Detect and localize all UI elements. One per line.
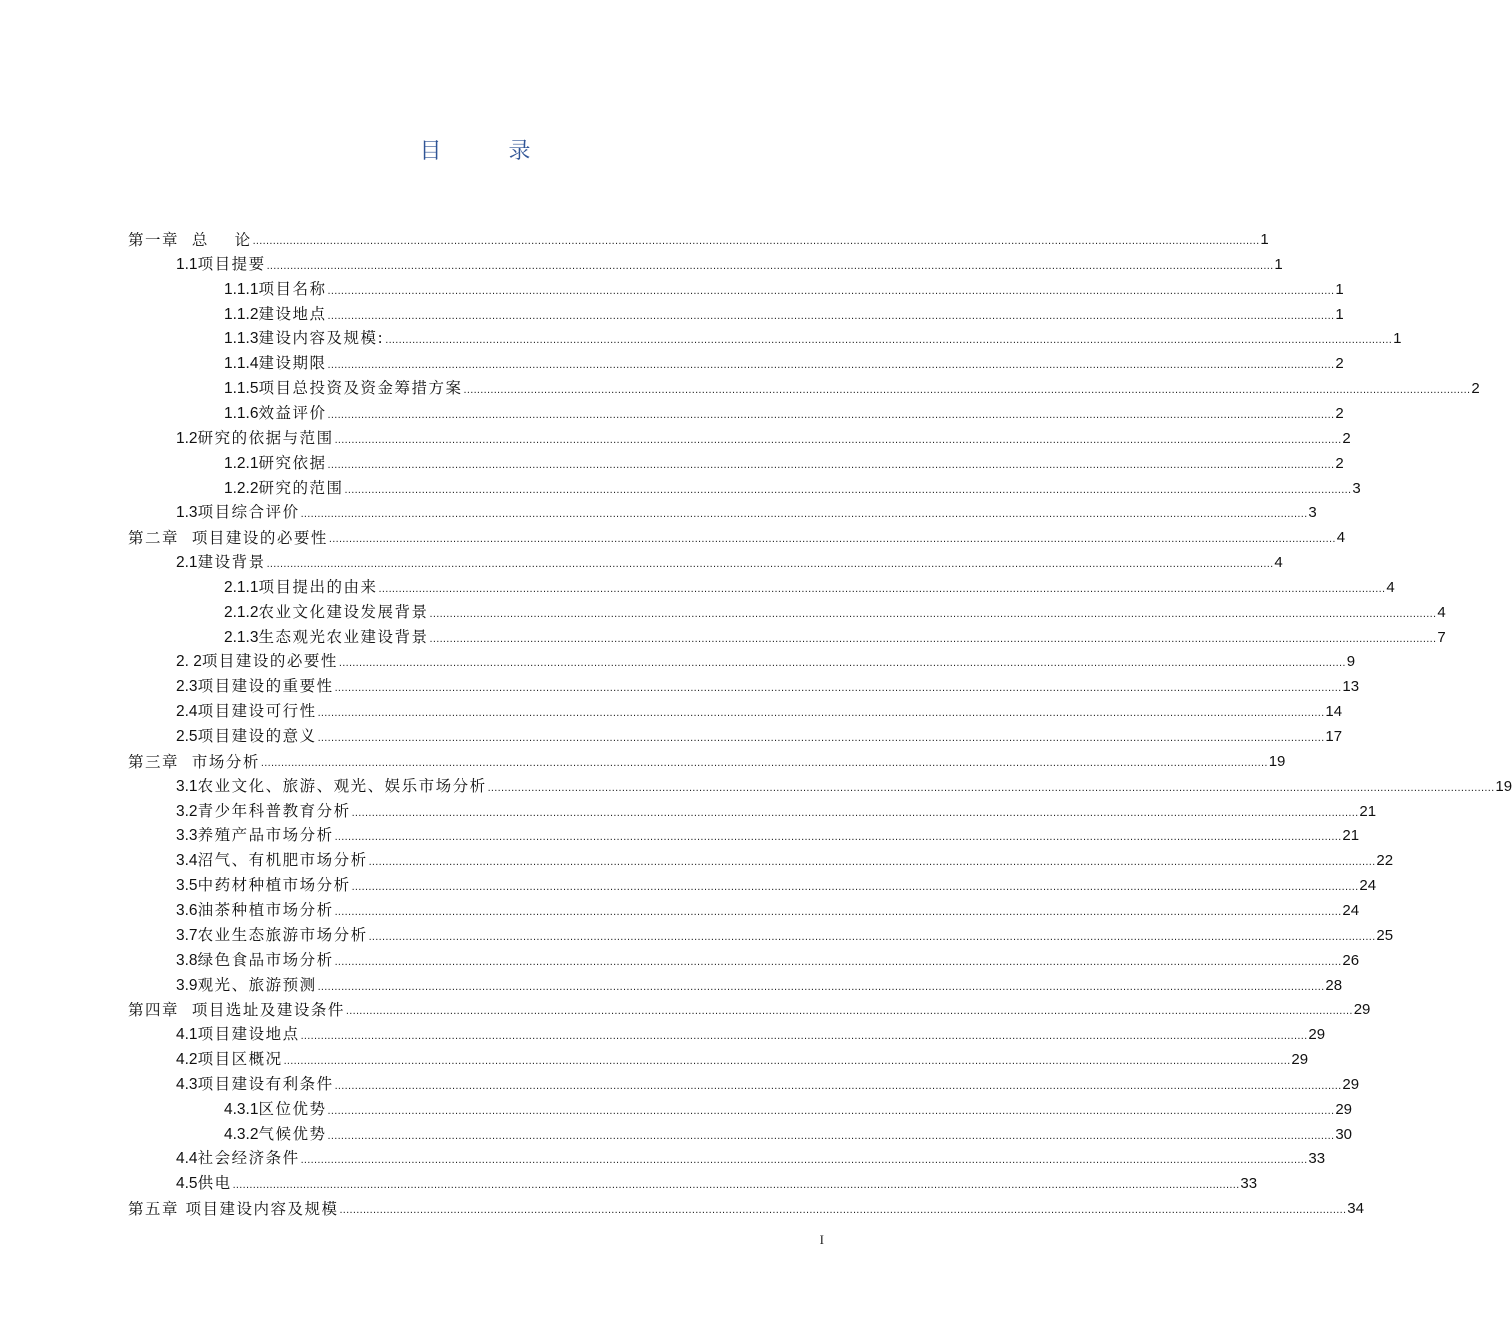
toc-entry-text: 研究的范围 <box>258 478 344 497</box>
toc-entry-label <box>128 752 260 772</box>
toc-entry-number: 4.2 <box>176 1051 198 1069</box>
toc-entry[interactable] <box>176 971 1343 996</box>
toc-dot-leader: ............................................................................................................................................................................................................................................................................................................ <box>385 334 1393 347</box>
toc-dot-leader: ............................................................................................................................................................................................................................................................................................................ <box>328 533 1336 546</box>
toc-entry-number: 3.7 <box>176 926 198 944</box>
toc-dot-leader: ............................................................................................................................................................................................................................................................................................................ <box>344 483 1352 496</box>
toc-dot-leader: ............................................................................................................................................................................................................................................................................................................ <box>368 930 1376 943</box>
toc-entry-label <box>128 1199 338 1219</box>
toc-entry[interactable] <box>176 821 1360 846</box>
toc-entry-page: 13 <box>1342 678 1360 696</box>
toc-entry-text: 建设期限 <box>258 354 327 373</box>
toc-entry[interactable] <box>224 300 1344 325</box>
toc-entry-label <box>224 403 327 424</box>
toc-dot-leader: ............................................................................................................................................................................................................................................................................................................ <box>300 1154 1308 1167</box>
toc-entry[interactable] <box>224 623 1446 648</box>
toc-entry-number: 1.1.3 <box>224 330 259 348</box>
toc-entry-text: 供电 <box>197 1174 232 1193</box>
toc-entry-number: 2.4 <box>176 703 198 721</box>
toc-entry-number: 1.2.2 <box>224 479 259 497</box>
toc-entry-page: 29 <box>1291 1051 1309 1069</box>
toc-entry-label <box>176 254 266 275</box>
toc-dot-leader: ............................................................................................................................................................................................................................................................................................................ <box>317 732 1325 744</box>
toc-entry-text: 项目提要 <box>197 254 266 273</box>
toc-entry-label <box>176 825 334 846</box>
toc-entry-label <box>224 353 327 374</box>
toc-entry-number: 1.1.4 <box>224 355 259 373</box>
toc-entry-page: 4 <box>1386 578 1395 596</box>
toc-entry-text: 油茶种植市场分析 <box>197 900 334 919</box>
toc-entry-number: 3.3 <box>176 827 198 845</box>
toc-entry-page: 21 <box>1359 802 1377 820</box>
toc-entry-number: 第一章 <box>128 231 180 249</box>
toc-entry-text: 总 论 <box>179 231 252 249</box>
toc-dot-leader: ............................................................................................................................................................................................................................................................................................................ <box>334 433 1342 446</box>
toc-entry-label <box>224 304 327 325</box>
toc-entry-number: 2.5 <box>176 728 198 745</box>
toc-entry[interactable] <box>176 498 1317 523</box>
toc-entry-label <box>224 577 378 598</box>
toc-entry-text: 项目综合评价 <box>197 503 300 522</box>
toc-entry[interactable] <box>224 324 1402 349</box>
toc-entry[interactable] <box>176 946 1360 971</box>
toc-entry-text: 青少年科普教育分析 <box>197 801 351 820</box>
toc-entry-label <box>224 1099 327 1120</box>
toc-entry-page: 25 <box>1376 926 1394 944</box>
toc-entry[interactable] <box>176 797 1377 822</box>
toc-entry-page: 4 <box>1437 603 1446 621</box>
toc-entry-page: 29 <box>1308 1026 1326 1044</box>
toc-entry-text: 项目建设的意义 <box>197 727 317 745</box>
toc-entry-page: 21 <box>1342 827 1360 845</box>
toc-entry-label <box>176 1049 283 1070</box>
toc-entry-text: 农业文化、旅游、观光、娱乐市场分析 <box>197 776 487 795</box>
toc-entry-label <box>176 1024 300 1045</box>
toc-entry[interactable] <box>176 424 1351 449</box>
toc-entry-number: 4.4 <box>176 1150 198 1168</box>
toc-entry[interactable] <box>128 747 1286 772</box>
toc-entry-number: 1.1.5 <box>224 380 259 398</box>
toc-entry-label <box>176 776 487 797</box>
toc-entry[interactable] <box>224 1095 1353 1120</box>
toc-entry-label <box>224 478 344 499</box>
toc-entry-number: 3.6 <box>176 901 198 919</box>
toc-entry-page: 19 <box>1268 752 1286 770</box>
toc-entry-text: 项目建设的必要性 <box>179 529 328 548</box>
toc-entry-label <box>176 428 334 449</box>
toc-entry-label <box>224 328 384 349</box>
toc-entry-page: 9 <box>1346 653 1356 671</box>
toc-entry[interactable] <box>176 1169 1258 1194</box>
toc-entry-label <box>128 1000 345 1020</box>
toc-entry-label <box>176 950 334 971</box>
toc-entry-text: 沼气、有机肥市场分析 <box>197 851 368 870</box>
toc-dot-leader: ............................................................................................................................................................................................................................................................................................................ <box>327 458 1335 471</box>
toc-entry-label <box>176 701 317 722</box>
toc-entry-number: 4.3 <box>176 1075 198 1093</box>
toc-dot-leader: ............................................................................................................................................................................................................................................................................................................ <box>327 284 1335 297</box>
toc-dot-leader: ............................................................................................................................................................................................................................................................................................................ <box>327 309 1335 322</box>
toc-entry[interactable] <box>224 349 1344 374</box>
toc-entry-number: 第二章 <box>128 529 180 548</box>
toc-entry-text: 项目提出的由来 <box>258 577 378 596</box>
toc-entry[interactable] <box>224 573 1395 598</box>
toc-dot-leader: ............................................................................................................................................................................................................................................................................................................ <box>327 1129 1335 1142</box>
toc-entry-text: 项目选址及建设条件 <box>179 1001 345 1020</box>
toc-entry-number: 1.1.2 <box>224 305 259 323</box>
toc-entry-page: 29 <box>1335 1100 1353 1118</box>
toc-dot-leader: ............................................................................................................................................................................................................................................................................................................ <box>266 558 1274 571</box>
toc-entry[interactable] <box>176 1045 1309 1070</box>
toc-entry-label <box>176 502 300 523</box>
toc-dot-leader: ............................................................................................................................................................................................................................................................................................................ <box>334 1079 1342 1092</box>
toc-dot-leader: ............................................................................................................................................................................................................................................................................................................ <box>317 707 1325 720</box>
toc-entry-page: 26 <box>1342 951 1360 969</box>
toc-entry-number: 3.9 <box>176 976 198 994</box>
toc-entry[interactable] <box>176 1020 1326 1045</box>
toc-dot-leader: ............................................................................................................................................................................................................................................................................................................ <box>327 359 1335 372</box>
toc-dot-leader: ............................................................................................................................................................................................................................................................................................................ <box>345 1005 1353 1018</box>
toc-entry-page: 4 <box>1274 554 1283 572</box>
toc-dot-leader: ............................................................................................................................................................................................................................................................................................................ <box>283 1055 1291 1068</box>
toc-entry-number: 2. 2 <box>176 653 202 671</box>
toc-entry-page: 33 <box>1240 1175 1258 1193</box>
toc-entry-number: 2.1.2 <box>224 603 259 621</box>
footer-page-number: I <box>819 1232 824 1247</box>
toc-entry-label <box>224 279 327 300</box>
toc-entry-text: 项目建设内容及规模 <box>179 1200 339 1219</box>
toc-entry-text: 区位优势 <box>258 1099 327 1118</box>
toc-entry[interactable] <box>224 399 1344 424</box>
toc-entry[interactable] <box>224 474 1361 499</box>
toc-entry-text: 项目建设有利条件 <box>197 1074 334 1093</box>
toc-dot-leader: ............................................................................................................................................................................................................................................................................................................ <box>334 831 1342 844</box>
page-title: 目 录 <box>419 139 561 164</box>
toc-dot-leader: ............................................................................................................................................................................................................................................................................................................ <box>260 756 1268 769</box>
toc-dot-leader: ............................................................................................................................................................................................................................................................................................................ <box>232 1179 1240 1192</box>
toc-entry-label <box>224 378 463 399</box>
toc-entry-text: 项目区概况 <box>197 1050 283 1069</box>
toc-entry-number: 3.5 <box>176 877 198 895</box>
toc-entry-page: 17 <box>1325 728 1343 745</box>
toc-entry[interactable] <box>224 275 1344 300</box>
toc-entry-label <box>224 627 429 648</box>
toc-entry-text: 研究依据 <box>258 453 327 472</box>
toc-entry-page: 14 <box>1325 703 1343 721</box>
toc-dot-leader: ............................................................................................................................................................................................................................................................................................................ <box>339 1204 1347 1217</box>
toc-entry-label <box>176 651 338 672</box>
toc-entry-page: 7 <box>1437 628 1446 646</box>
toc-dot-leader: ............................................................................................................................................................................................................................................................................................................ <box>334 905 1342 918</box>
toc-entry-number: 第五章 <box>128 1200 180 1219</box>
toc-entry-number: 2.3 <box>176 678 198 696</box>
toc-entry-label <box>224 602 429 623</box>
toc-entry[interactable] <box>128 1194 1364 1219</box>
toc-entry-text: 建设地点 <box>258 304 327 323</box>
toc-entry-page: 29 <box>1342 1075 1360 1093</box>
toc-entry-number: 1.1.6 <box>224 404 259 422</box>
toc-entry[interactable] <box>128 523 1346 548</box>
toc-entry[interactable] <box>176 672 1360 697</box>
toc-entry-page: 34 <box>1347 1200 1364 1218</box>
toc-entry-text: 研究的依据与范围 <box>197 428 334 447</box>
toc-entry[interactable] <box>176 871 1377 896</box>
toc-entry-page: 2 <box>1471 380 1480 398</box>
toc-entry[interactable] <box>224 449 1344 474</box>
toc-entry-text: 项目建设地点 <box>197 1025 300 1044</box>
toc-entry-page: 24 <box>1342 901 1360 919</box>
toc-entry-number: 2.1.1 <box>224 578 259 596</box>
toc-dot-leader: ............................................................................................................................................................................................................................................................................................................ <box>317 980 1325 993</box>
toc-entry-number: 1.3 <box>176 504 198 522</box>
toc-entry-page: 2 <box>1342 429 1351 447</box>
toc-dot-leader: ............................................................................................................................................................................................................................................................................................................ <box>334 955 1342 968</box>
toc-entry-label <box>176 726 317 747</box>
toc-dot-leader: ............................................................................................................................................................................................................................................................................................................ <box>327 1104 1335 1117</box>
toc-entry-number: 第三章 <box>128 752 180 771</box>
toc-entry-number: 1.1 <box>176 255 198 273</box>
toc-entry-label <box>176 975 317 996</box>
toc-entry-label <box>176 801 351 822</box>
toc-entry-page: 2 <box>1335 404 1344 422</box>
toc-entry-page: 28 <box>1325 976 1343 994</box>
toc-entry-page: 1 <box>1335 305 1344 323</box>
toc-entry-text: 建设内容及规模: <box>258 329 385 348</box>
toc-entry-page: 1 <box>1393 330 1402 348</box>
toc-dot-leader: ............................................................................................................................................................................................................................................................................................................ <box>351 806 1359 819</box>
toc-dot-leader: ............................................................................................................................................................................................................................................................................................................ <box>334 682 1342 695</box>
toc-entry-text: 绿色食品市场分析 <box>197 950 334 969</box>
toc-entry-page: 29 <box>1353 1001 1371 1019</box>
toc-dot-leader: ............................................................................................................................................................................................................................................................................................................ <box>351 881 1359 894</box>
toc-dot-leader: ............................................................................................................................................................................................................................................................................................................ <box>300 508 1308 521</box>
toc-entry-text: 生态观光农业建设背景 <box>258 627 429 646</box>
toc-entry[interactable] <box>176 722 1343 747</box>
toc-entry-label <box>176 1148 300 1169</box>
toc-entry-label <box>224 1124 327 1145</box>
toc-entry-label <box>176 850 368 871</box>
toc-entry-page: 3 <box>1352 479 1361 497</box>
toc-entry-text: 项目建设的必要性 <box>201 652 338 671</box>
toc-entry-page: 24 <box>1359 877 1377 895</box>
toc-entry-label <box>176 1173 232 1194</box>
toc-entry-page: 3 <box>1308 504 1317 522</box>
toc-entry-number: 4.3.1 <box>224 1100 259 1118</box>
toc-entry-page: 1 <box>1335 280 1344 298</box>
toc-dot-leader: ............................................................................................................................................................................................................................................................................................................ <box>338 657 1346 670</box>
toc-entry-text: 市场分析 <box>179 752 260 771</box>
toc-dot-leader: ............................................................................................................................................................................................................................................................................................................ <box>252 235 1260 247</box>
toc-entry[interactable] <box>224 598 1446 623</box>
toc-entry-label <box>176 900 334 921</box>
toc-entry-number: 3.2 <box>176 802 198 820</box>
toc-dot-leader: ............................................................................................................................................................................................................................................................................................................ <box>368 856 1376 869</box>
toc-entry-number: 3.1 <box>176 777 198 795</box>
toc-entry-page: 30 <box>1335 1125 1353 1143</box>
toc-entry[interactable] <box>176 772 1512 797</box>
toc-entry-number: 4.5 <box>176 1175 198 1193</box>
toc-entry-text: 社会经济条件 <box>197 1149 300 1168</box>
toc-entry-label <box>176 676 334 697</box>
toc-entry-label <box>128 230 252 250</box>
toc-entry-text: 农业文化建设发展背景 <box>258 602 429 621</box>
toc-entry-label <box>176 875 351 896</box>
toc-entry[interactable] <box>176 548 1283 573</box>
toc-entry[interactable] <box>128 225 1269 250</box>
toc-entry-text: 养殖产品市场分析 <box>197 826 334 845</box>
toc-entry[interactable] <box>176 250 1283 275</box>
toc-entry-page: 1 <box>1274 255 1283 273</box>
toc-entry-text: 效益评价 <box>258 403 327 422</box>
toc-entry-page: 2 <box>1335 355 1344 373</box>
toc-entry[interactable] <box>176 896 1360 921</box>
toc-entry[interactable] <box>176 697 1343 722</box>
toc-dot-leader: ............................................................................................................................................................................................................................................................................................................ <box>300 1030 1308 1043</box>
toc-entry-number: 第四章 <box>128 1001 180 1020</box>
toc-entry[interactable] <box>176 1070 1360 1095</box>
toc-entry[interactable] <box>224 374 1480 399</box>
toc-entry-page: 1 <box>1260 231 1269 248</box>
toc-entry-number: 2.1.3 <box>224 628 259 646</box>
toc-entry-label <box>224 453 327 474</box>
toc-dot-leader: ............................................................................................................................................................................................................................................................................................................ <box>266 259 1274 272</box>
toc-entry-label <box>176 925 368 946</box>
toc-entry[interactable] <box>176 921 1394 946</box>
toc-entry-text: 气候优势 <box>258 1124 327 1143</box>
toc-entry-page: 19 <box>1495 777 1512 795</box>
toc-dot-leader: ............................................................................................................................................................................................................................................................................................................ <box>429 607 1437 620</box>
toc-entry-number: 1.2.1 <box>224 454 259 472</box>
toc-dot-leader: ............................................................................................................................................................................................................................................................................................................ <box>463 384 1471 397</box>
toc-entry-text: 项目建设可行性 <box>197 702 317 721</box>
toc-entry-text: 农业生态旅游市场分析 <box>197 925 368 944</box>
toc-entry-text: 观光、旅游预测 <box>197 975 317 994</box>
toc-entry-number: 1.1.1 <box>224 280 259 298</box>
toc-entry-page: 22 <box>1376 852 1394 870</box>
toc-entry-page: 4 <box>1336 529 1346 547</box>
toc-entry[interactable] <box>176 1144 1326 1169</box>
toc-entry[interactable] <box>224 1120 1353 1145</box>
toc-entry-page: 33 <box>1308 1150 1326 1168</box>
toc-entry-number: 1.2 <box>176 429 198 447</box>
toc-entry[interactable] <box>128 995 1371 1020</box>
toc-entry-text: 项目名称 <box>258 279 327 298</box>
toc-entry-page: 2 <box>1335 454 1344 472</box>
toc-entry-text: 项目建设的重要性 <box>197 677 334 696</box>
toc-entry-number: 3.8 <box>176 951 198 969</box>
toc-entry-label <box>176 1074 334 1095</box>
toc-entry-number: 2.1 <box>176 554 198 572</box>
toc-dot-leader: ............................................................................................................................................................................................................................................................................................................ <box>487 781 1495 794</box>
toc-entry-label <box>128 528 328 548</box>
toc-entry-text: 建设背景 <box>197 553 266 572</box>
toc-entry-text: 中药材种植市场分析 <box>197 876 351 895</box>
toc-dot-leader: ............................................................................................................................................................................................................................................................................................................ <box>327 408 1335 421</box>
toc-entry-number: 3.4 <box>176 852 198 870</box>
toc-entry[interactable] <box>176 647 1356 672</box>
toc-entry-text: 项目总投资及资金筹措方案 <box>258 379 463 398</box>
toc-entry-number: 4.3.2 <box>224 1125 259 1143</box>
toc-dot-leader: ............................................................................................................................................................................................................................................................................................................ <box>378 582 1386 595</box>
toc-entry-label <box>176 552 266 573</box>
toc-entry[interactable] <box>176 846 1394 871</box>
toc-dot-leader: ............................................................................................................................................................................................................................................................................................................ <box>429 632 1437 645</box>
toc-entry-number: 4.1 <box>176 1026 198 1044</box>
